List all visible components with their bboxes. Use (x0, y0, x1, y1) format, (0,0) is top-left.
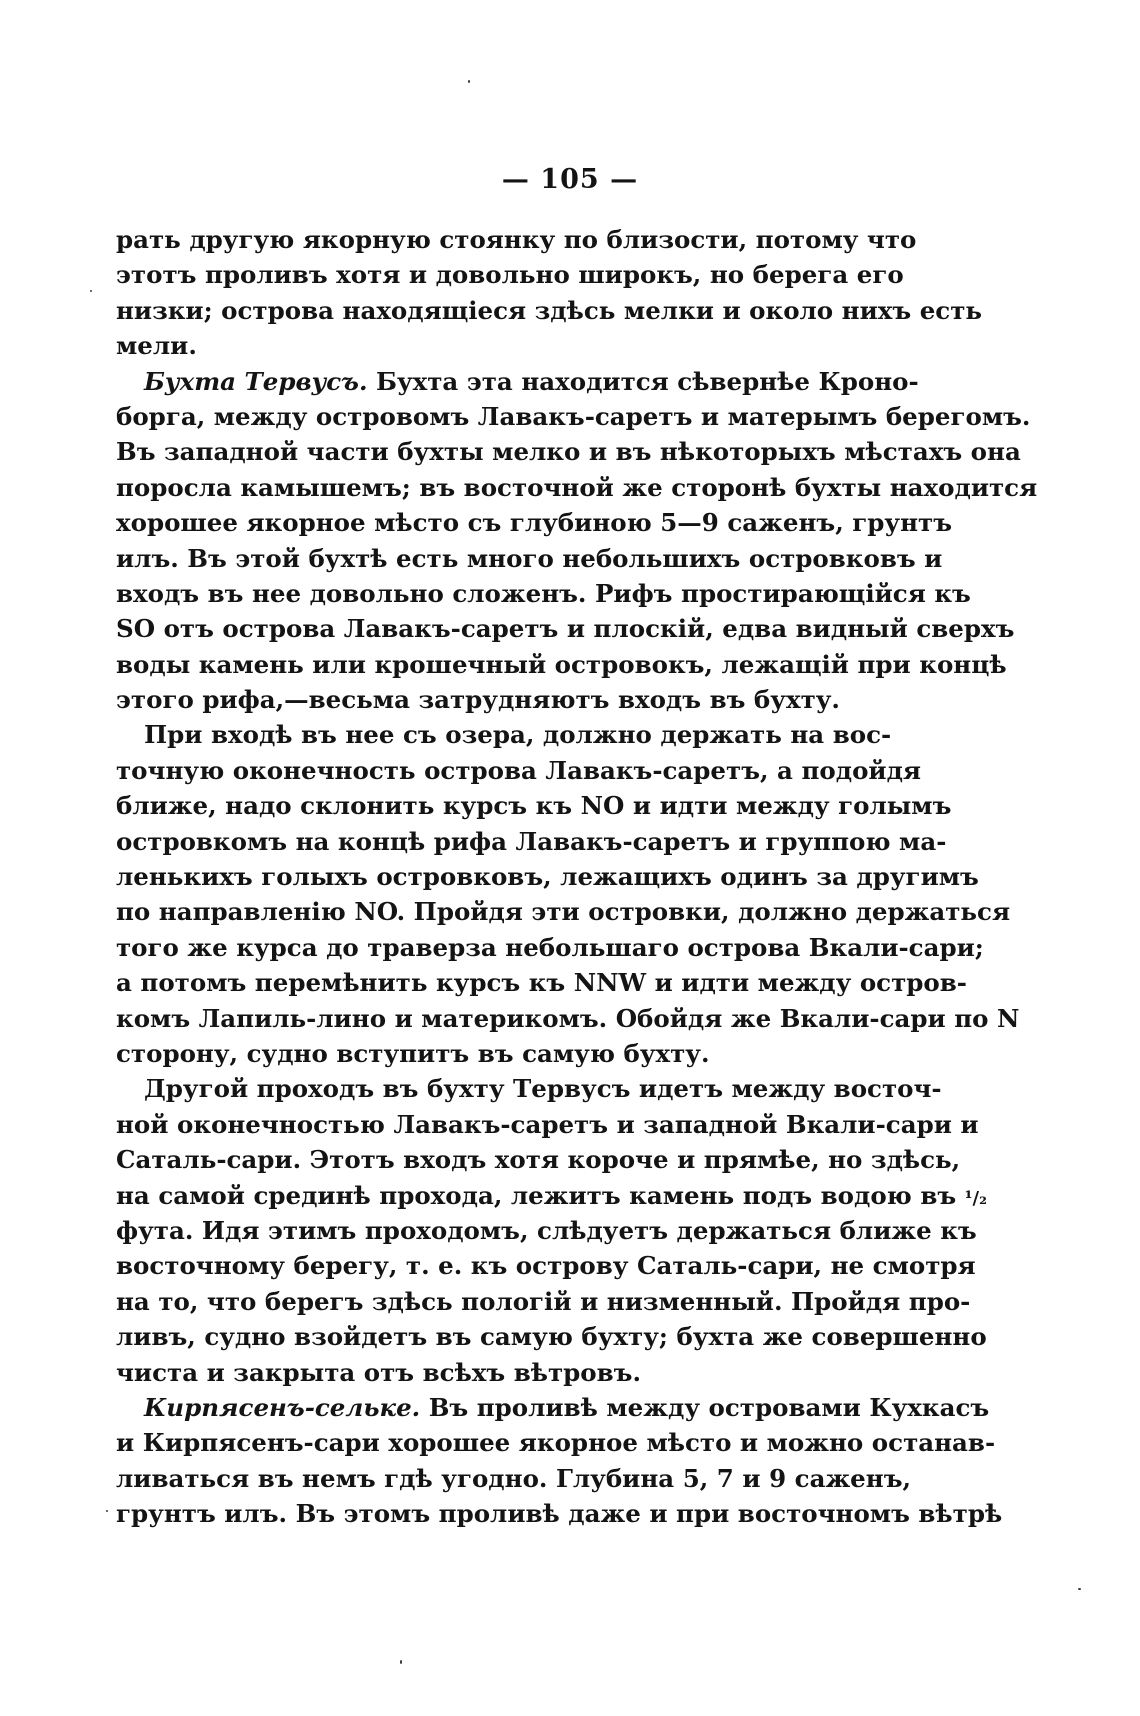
body-text (116, 222, 1038, 1531)
scan-speck (400, 1660, 402, 1664)
text-line: ливаться въ немъ гдѣ угодно. Глубина 5, 7 и 9 саженъ, (116, 1463, 912, 1493)
text-line: комъ Лапиль-лино и материкомъ. Обойдя же Вкали-сари по N (116, 1003, 1020, 1033)
text-line: сторону, судно вступитъ въ самую бухту. (116, 1038, 710, 1068)
fraction: ¹/₂ (964, 1187, 988, 1209)
text-line: по направленію NO. Пройдя эти островки, должно держаться (116, 897, 1011, 927)
text-line: на то, что берегъ здѣсь пологій и низменный. Пройдя про- (116, 1286, 971, 1316)
text-line: рать другую якорную стоянку по близости, потому что (116, 225, 917, 254)
text-line: Другой проходъ въ бухту Тервусъ идетъ между восточ- (144, 1074, 942, 1104)
text-line: и Кирпясенъ-сари хорошее якорное мѣсто и можно останав- (116, 1428, 996, 1458)
text-run: Бухта эта находится сѣвернѣе Кроно- (367, 366, 919, 396)
text-line: чиста и закрыта отъ всѣхъ вѣтровъ. (116, 1357, 641, 1387)
text-line: а потомъ перемѣнить курсъ къ NNW и идти между остров- (116, 968, 967, 998)
text-run: Въ проливѣ между островами Кухкасъ (420, 1392, 990, 1422)
text-line: SO отъ острова Лавакъ-саретъ и плоскій, едва видный сверхъ (116, 614, 1015, 644)
text-line: того же курса до траверза небольшаго острова Вкали-сари; (116, 932, 984, 962)
text-line: хорошее якорное мѣсто съ глубиною 5—9 саженъ, грунтъ (116, 508, 953, 538)
section-heading: Бухта Тервусъ. (144, 366, 368, 396)
text-line: При входѣ въ нее съ озера, должно держать на вос- (144, 720, 892, 750)
text-line: входъ въ нее довольно сложенъ. Рифъ простирающійся къ (116, 578, 971, 608)
text-line (116, 1178, 988, 1213)
text-line: точную оконечность острова Лавакъ-саретъ, а подойдя (116, 755, 922, 785)
page-number: — 105 — (501, 164, 639, 195)
text-line: ной оконечностью Лавакъ-саретъ и западной Вкали-сари и (116, 1109, 979, 1139)
text-line: этотъ проливъ хотя и довольно широкъ, но берега его (116, 260, 904, 290)
text-line: воды камень или крошечный островокъ, лежащій при концѣ (116, 649, 1007, 679)
text-line: Саталь-сари. Этотъ входъ хотя короче и прямѣе, но здѣсь, (116, 1145, 961, 1175)
text-line: илъ. Въ этой бухтѣ есть много небольшихъ островковъ и (116, 543, 943, 573)
text-line: низки; острова находящіеся здѣсь мелки и около нихъ есть (116, 295, 983, 325)
text-line: островкомъ на концѣ рифа Лавакъ-саретъ и группою ма- (116, 826, 947, 856)
text-line: восточному берегу, т. е. къ острову Саталь-сари, не смотря (116, 1251, 976, 1281)
text-run: на самой срединѣ прохода, лежитъ камень подъ водою въ (116, 1180, 957, 1210)
scan-speck (468, 80, 470, 83)
text-line: грунтъ илъ. Въ этомъ проливѣ даже и при восточномъ вѣтрѣ (116, 1499, 1003, 1529)
text-line: этого рифа,—весьма затрудняютъ входъ въ бухту. (116, 685, 840, 715)
text-line: поросла камышемъ; въ восточной же сторонѣ бухты находится (116, 472, 1038, 502)
text-line: фута. Идя этимъ проходомъ, слѣдуетъ держаться ближе къ (116, 1215, 977, 1245)
scan-speck (90, 290, 92, 292)
section-heading: Кирпясенъ-сельке. (144, 1392, 421, 1422)
text-line: ближе, надо склонить курсъ къ NO и идти между голымъ (116, 791, 952, 821)
scan-speck (1078, 1588, 1081, 1590)
text-line: ленькихъ голыхъ островковъ, лежащихъ одинъ за другимъ (116, 862, 979, 892)
text-line: ливъ, судно взойдетъ въ самую бухту; бухта же совершенно (116, 1322, 987, 1352)
text-line (116, 1390, 990, 1425)
text-line: борга, между островомъ Лавакъ-саретъ и матерымъ берегомъ. (116, 401, 1031, 431)
text-line (116, 364, 919, 399)
text-line: Въ западной части бухты мелко и въ нѣкоторыхъ мѣстахъ она (116, 437, 1021, 467)
text-line: мели. (116, 331, 197, 361)
scan-speck (106, 1510, 108, 1512)
